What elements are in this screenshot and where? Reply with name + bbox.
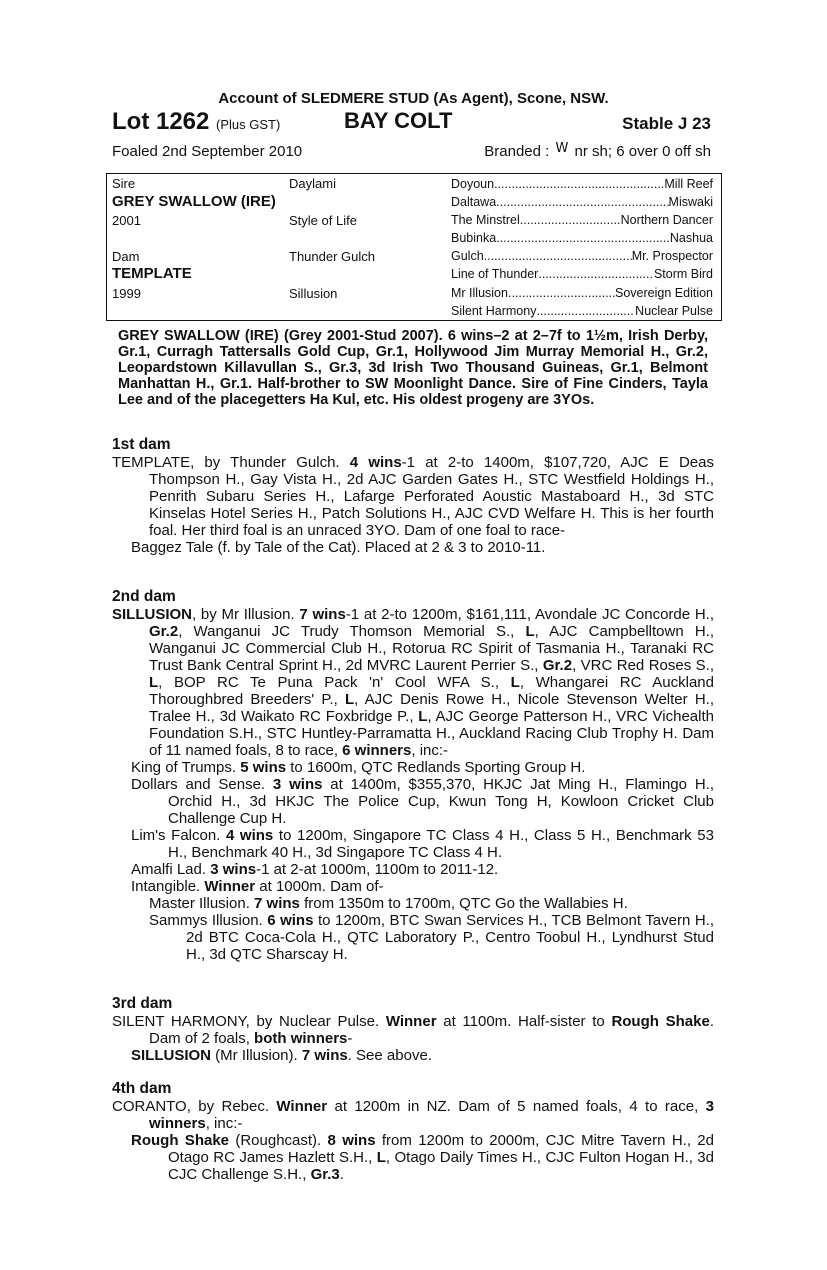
plus-gst: (Plus GST) [216,117,281,132]
third-dam-heading: 3rd dam [112,995,173,1012]
second-dam-text: SILLUSION, by Mr Illusion. 7 wins-1 at 2-to 1200m, $161,111, Avondale JC Concorde H., Gr.2, Wanganui JC Trudy Thomson Memorial S., L, AJC Campbelltown H., Wanganui JC Commercial Club H., Rotorua RC Spirit of Tasmania H., Taranaki RC Trust Bank Central Sprint H., 2d MVRC Laurent Perrier S., Gr.2, VRC Red Roses S., L, BOP RC Te Puna Pack 'n' Cool WFA S., L, Whangarei RC Auckland Thoroughbred Breeders' P., L, AJC Denis Rowe H., Nicole Stevenson Welter H., Tralee H., 3d Waikato RC Foxbridge P., L, AJC George Patterson H., VRC Vichealth Foundation S.H., STC Huntley-Parramatta H., Auckland Racing Club Trophy H. Dam of 11 named foals, 8 to race, 6 winners, inc:- [112,606,715,759]
ancestor-name: Daltawa [451,195,497,209]
ancestor-sire: Nashua [669,231,713,245]
ancestor-name: The Minstrel [451,213,520,227]
grandsire-row [451,213,713,227]
dam-name: TEMPLATE [112,265,192,282]
fourth-dam-section [112,1080,714,1183]
branded-label: Branded : [484,143,550,160]
first-dam-heading: 1st dam [112,436,171,453]
ancestor-name: Gulch [451,249,484,263]
brand-mark-icon: W [555,141,569,156]
foal-entry: Amalfi Lad. 3 wins-1 at 2-at 1000m, 1100m to 2011-12. [131,861,499,878]
account-line: Account of SLEDMERE STUD (As Agent), Scone, NSW. [218,90,609,107]
dam-sire: Thunder Gulch [289,249,375,264]
ancestor-sire: Northern Dancer [620,213,713,227]
grandsire-row [451,267,713,281]
third-dam-section [112,995,714,1064]
sire-sire: Daylami [289,176,336,191]
second-dam-heading: 2nd dam [112,588,176,605]
sire-year: 2001 [112,213,141,228]
second-dam-section [112,588,714,963]
foal-entry: SILLUSION (Mr Illusion). 7 wins. See above. [131,1047,432,1064]
grandsire-row [451,177,713,191]
ancestor-sire: Storm Bird [653,267,713,281]
foal-entry: King of Trumps. 5 wins to 1600m, QTC Redlands Sporting Group H. [131,759,586,776]
grand-foal-entry: Master Illusion. 7 wins from 1350m to 1700m, QTC Go the Wallabies H. [149,895,628,912]
dam-dam: Sillusion [289,286,338,301]
ancestor-name: Doyoun [451,177,495,191]
horse-description: BAY COLT [344,108,453,133]
ancestor-sire: Sovereign Edition [615,286,713,300]
foaled-date: Foaled 2nd September 2010 [112,143,303,160]
ancestor-sire: Miswaki [668,195,713,209]
ancestor-name: Bubinka [451,231,497,245]
ancestor-sire: Mr. Prospector [631,249,713,263]
fourth-dam-heading: 4th dam [112,1080,172,1097]
ancestor-name: Silent Harmony [451,304,537,318]
branded-line [484,143,711,160]
sire-dam: Style of Life [289,213,357,228]
grandsire-row [451,304,713,318]
lot-number [112,108,280,136]
foal-entry: Dollars and Sense. 3 wins at 1400m, $355,370, HKJC Jat Ming H., Flamingo H., Orchid H., 3d HKJC The Police Cup, Kwun Tong H, Kowloon Cricket Club Challenge Cup H. [131,776,714,827]
foal-entry: Baggez Tale (f. by Tale of the Cat). Placed at 2 & 3 to 2010-11. [131,539,546,556]
third-dam-text: SILENT HARMONY, by Nuclear Pulse. Winner at 1100m. Half-sister to Rough Shake. Dam of 2 foals, both winners- [112,1013,714,1047]
foal-entry: Lim's Falcon. 4 wins to 1200m, Singapore TC Class 4 H., Class 5 H., Benchmark 53 H., Benchmark 40 H., 3d Singapore TC Class 4 H. [131,827,714,861]
grandsire-row [451,195,713,209]
grand-foal-entry: Sammys Illusion. 6 wins to 1200m, BTC Swan Services H., TCB Belmont Tavern H., 2d BTC Coca-Cola H., QTC Laboratory P., Centro Toobul H., Lyndhurst Stud H., 3d QTC Sharscay H. [149,912,714,963]
ancestor-name: Line of Thunder [451,267,539,281]
dam-label: Dam [112,249,140,264]
dam-year: 1999 [112,286,141,301]
sire-label: Sire [112,176,136,191]
lot-label: Lot 1262 [112,108,210,135]
ancestor-name: Mr Illusion [451,286,508,300]
ancestor-sire: Mill Reef [664,177,713,191]
stable-number: Stable J 23 [622,114,711,133]
first-dam-text: TEMPLATE, by Thunder Gulch. 4 wins-1 at 2-to 1400m, $107,720, AJC E Deas Thompson H., Gay Vista H., 2d AJC Garden Gates H., STC Westfield Holdings H., Penrith Subaru Series H., Lafarge Perforated Aoustic Mastaboard H., 3d STC Kinselas Hotel Series H., Patch Solutions H., AJC CVD Welfare H. This is her fourth foal. Her third foal is an unraced 3YO. Dam of one foal to race- [112,454,714,539]
foal-entry: Rough Shake (Roughcast). 8 wins from 1200m to 2000m, CJC Mitre Tavern H., 2d Otago RC James Hazlett S.H., L, Otago Daily Times H., CJC Fulton Hogan H., 3d CJC Challenge S.H., Gr.3. [131,1132,714,1183]
grandsire-row [451,231,713,245]
sire-summary: GREY SWALLOW (IRE) (Grey 2001-Stud 2007). 6 wins–2 at 2–7f to 1½m, Irish Derby, Gr.1, Curragh Tattersalls Gold Cup, Gr.1, Hollywood Jim Murray Memorial H., Gr.2, Leopardstown Killavullan S., Gr.3, 3d Irish Two Thousand Guineas, Gr.1, Belmont Manhattan H., Gr.1. Half-brother to SW Moonlight Dance. Sire of Fine Cinders, Tayla Lee and of the placegetters Ha Kul, etc. His oldest progeny are 3YOs. [118,328,708,408]
grandsire-row [451,249,713,263]
first-dam-section [112,436,714,556]
foal-entry: Intangible. Winner at 1000m. Dam of- [131,878,384,895]
branded-details: nr sh; 6 over 0 off sh [574,143,711,160]
grandsire-row [451,286,713,300]
ancestor-sire: Nuclear Pulse [635,304,713,318]
fourth-dam-text: CORANTO, by Rebec. Winner at 1200m in NZ. Dam of 5 named foals, 4 to race, 3 winners, inc:- [112,1098,714,1132]
sire-name: GREY SWALLOW (IRE) [112,193,276,210]
